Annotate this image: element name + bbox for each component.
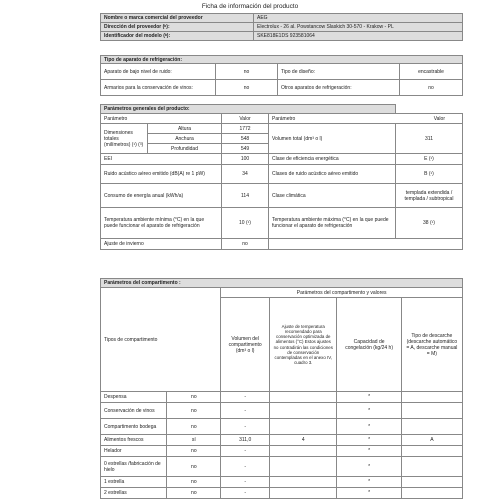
compartment-temp: 4 <box>270 435 337 446</box>
compartment-name: Alimentos frescos <box>101 435 167 446</box>
trade-name-label: Nombre o marca comercial del proveedor <box>101 14 254 23</box>
compartment-volume: 311,0 <box>221 435 270 446</box>
type-table <box>100 55 463 96</box>
type-header: Tipo de aparato de refrigeración: <box>101 56 463 64</box>
address-value: Electrolux - 26 al. Powstancow Slaskich 30-570 - Krakow - PL <box>254 23 463 32</box>
compartment-present: no <box>167 446 221 457</box>
compartment-name: Compartimento bodega <box>101 419 167 435</box>
eei-label: EEI <box>101 154 222 165</box>
col-type: Tipos de compartimento <box>101 288 221 392</box>
compartment-capacity: * <box>337 488 401 499</box>
compartment-defrost: A <box>401 435 462 446</box>
col-value-left: Valor <box>222 114 269 124</box>
dims-label: Dimensiones totales (milímetros) (¹) (³) <box>101 124 148 154</box>
compartment-defrost <box>401 419 462 435</box>
design-value: encastrable <box>400 64 463 80</box>
compartment-volume: - <box>221 403 270 419</box>
compartment-capacity: * <box>337 403 401 419</box>
col-param-right: Parámetro Valor <box>269 114 463 124</box>
compartment-temp <box>270 392 337 403</box>
col-capacity: Capacidad de congelación (kg/24 h) <box>337 298 401 392</box>
min-temp-value: 10 (¹) <box>222 208 269 239</box>
table-row <box>101 392 463 403</box>
max-temp-label: Temperatura ambiente máxima (°C) en la que puede funcionar el aparato de refrigeración <box>269 208 396 239</box>
winter-label: Ajuste de invierno <box>101 239 222 250</box>
compartments-header: Parámetros del compartimento : <box>101 279 463 288</box>
compartment-defrost <box>401 403 462 419</box>
compartment-defrost <box>401 446 462 457</box>
model-value: SKE818E1DS 923581064 <box>254 32 463 41</box>
compartment-capacity: * <box>337 392 401 403</box>
noise-value: 34 <box>222 165 269 184</box>
col-volume: Volumen del compartimento (dm³ o l) <box>221 298 270 392</box>
compartment-capacity: * <box>337 457 401 477</box>
energy-label: Consumo de energía anual (kWh/a) <box>101 184 222 208</box>
compartment-volume: - <box>221 488 270 499</box>
page-title: Ficha de información del producto <box>201 3 299 10</box>
low-noise-value: no <box>216 64 278 80</box>
compartment-name: 2 estrellas <box>101 488 167 499</box>
compartments-table <box>100 278 463 499</box>
table-row <box>101 419 463 435</box>
climate-value: templada extendida / templada / subtropical <box>396 184 463 208</box>
noise-class-label: Clases de ruido acústico aéreo emitido <box>269 165 396 184</box>
noise-label: Ruido acústico aéreo emitido (dB(A) re 1 pW) <box>101 165 222 184</box>
table-row <box>101 488 463 499</box>
volume-label: Volumen total (dm³ o l) <box>269 124 396 154</box>
other-value: no <box>400 80 463 96</box>
compartment-temp <box>270 419 337 435</box>
model-label: Identificador del modelo (ᵇ): <box>101 32 254 41</box>
depth-value: 549 <box>222 144 269 154</box>
trade-name-value: AEG <box>254 14 463 23</box>
compartment-name: Despensa <box>101 392 167 403</box>
compartment-present: no <box>167 403 221 419</box>
compartment-temp <box>270 477 337 488</box>
compartments-group-header: Parámetros del compartimento y valores <box>221 288 463 298</box>
low-noise-label: Aparato de bajo nivel de ruido: <box>101 64 216 80</box>
address-label: Dirección del proveedor (ᵇ): <box>101 23 254 32</box>
table-row <box>101 446 463 457</box>
height-label: Altura <box>148 124 222 134</box>
wine-label: Armarios para la conservación de vinos: <box>101 80 216 96</box>
compartment-volume: - <box>221 477 270 488</box>
general-table <box>100 104 463 250</box>
compartment-name: Helador <box>101 446 167 457</box>
compartment-volume: - <box>221 419 270 435</box>
compartment-volume: - <box>221 457 270 477</box>
eff-class-value: E (¹) <box>396 154 463 165</box>
min-temp-label: Temperatura ambiente mínima (°C) en la que puede funcionar el aparato de refrigeración <box>101 208 222 239</box>
compartment-capacity: * <box>337 446 401 457</box>
col-defrost: Tipo de descarche (descarche automático = A, descarche manual = M) <box>401 298 462 392</box>
compartment-defrost <box>401 392 462 403</box>
compartment-volume: - <box>221 392 270 403</box>
wine-value: no <box>216 80 278 96</box>
compartment-defrost <box>401 488 462 499</box>
compartment-present: sí <box>167 435 221 446</box>
compartment-name: 1 estrella <box>101 477 167 488</box>
compartment-name: Conservación de vinos <box>101 403 167 419</box>
design-label: Tipo de diseño: <box>278 64 400 80</box>
compartment-capacity: * <box>337 419 401 435</box>
winter-value: no <box>222 239 269 250</box>
compartment-name: 0 estrellas /fabricación de hielo <box>101 457 167 477</box>
other-label: Otros aparatos de refrigeración: <box>278 80 400 96</box>
eff-class-label: Clase de eficiencia energética <box>269 154 396 165</box>
width-value: 548 <box>222 134 269 144</box>
table-row <box>101 403 463 419</box>
compartment-temp <box>270 457 337 477</box>
table-row <box>101 477 463 488</box>
compartment-present: no <box>167 419 221 435</box>
compartment-temp <box>270 446 337 457</box>
energy-value: 114 <box>222 184 269 208</box>
col-temp: Ajuste de temperatura recomendado para conservación optimizada de alimentos (°C) Estos ajustes no contradirán las condiciones de conservación contempladas en el anexo IV, cuadro 3. <box>270 298 337 392</box>
eei-value: 100 <box>222 154 269 165</box>
noise-class-value: B (¹) <box>396 165 463 184</box>
compartment-defrost <box>401 477 462 488</box>
compartment-temp <box>270 403 337 419</box>
supplier-table <box>100 13 463 41</box>
compartment-present: no <box>167 457 221 477</box>
compartment-capacity: * <box>337 477 401 488</box>
compartment-volume: - <box>221 446 270 457</box>
compartment-present: no <box>167 477 221 488</box>
compartment-temp <box>270 488 337 499</box>
table-row <box>101 457 463 477</box>
table-row <box>101 435 463 446</box>
compartment-present: no <box>167 488 221 499</box>
max-temp-value: 38 (¹) <box>396 208 463 239</box>
width-label: Anchura <box>148 134 222 144</box>
compartment-present: no <box>167 392 221 403</box>
climate-label: Clase climática <box>269 184 396 208</box>
height-value: 1772 <box>222 124 269 134</box>
volume-value: 311 <box>396 124 463 154</box>
compartment-defrost <box>401 457 462 477</box>
general-header: Parámetros generales del producto: <box>101 105 396 114</box>
depth-label: Profundidad <box>148 144 222 154</box>
compartment-capacity: * <box>337 435 401 446</box>
col-param-left: Parámetro <box>101 114 222 124</box>
